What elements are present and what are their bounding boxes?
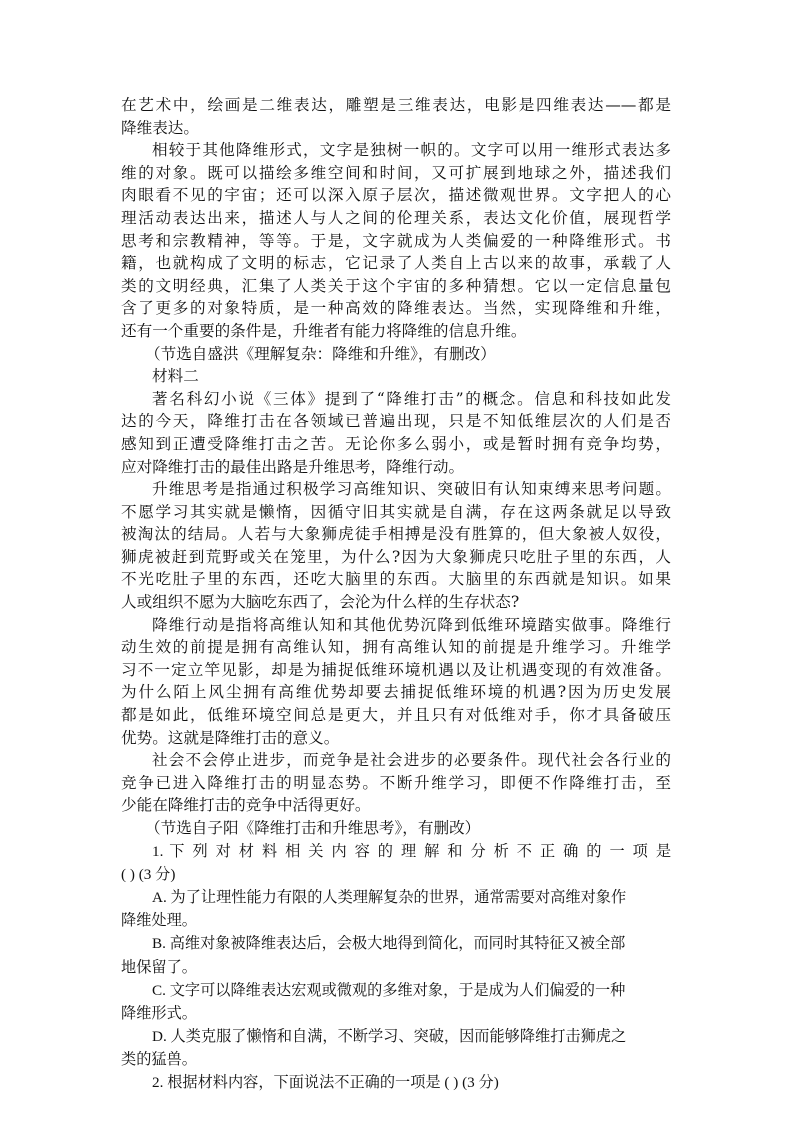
text-line: 相较于其他降维形式，文字是独树一帜的。文字可以用一维形式表达多 — [152, 141, 671, 160]
question-1-stem: 1. 下 列 对 材 料 相 关 内 容 的 理 解 和 分 析 不 正 确 的 一 项 是 — [152, 842, 671, 860]
option-d-line: 类的猛兽。 — [121, 1051, 197, 1069]
option-c-line: C. 文字可以降维表达宏观或微观的多维对象，于是成为人们偏爱的一种 — [152, 981, 626, 999]
option-c[interactable] — [121, 979, 671, 1025]
text-line: 不愿学习其实就是懒惰，因循守旧其实就是自满，存在这两条就足以导致 — [121, 502, 671, 521]
paragraph-downward-action — [121, 614, 671, 750]
paragraph-text-dimension — [121, 139, 671, 342]
text-line: 都是如此，低维环境空间总是更大，并且只有对低维对手，你才具备破压 — [121, 706, 671, 725]
text-line: 类的文明经典，汇集了人类关于这个宇宙的多种猜想。它以一定信息量包 — [121, 276, 671, 295]
exam-page — [121, 94, 671, 1095]
text-line: 社会不会停止进步，而竞争是社会进步的必要条件。现代社会各行业的 — [152, 751, 671, 770]
text-line: 狮虎被赶到荒野或关在笼里，为什么?因为大象狮虎只吃肚子里的东西，人 — [121, 547, 671, 566]
text-line: 维的对象。既可以描绘多维空间和时间，又可扩展到地球之外，描述我们 — [121, 163, 671, 182]
option-b-line: B. 高维对象被降维表达后，会极大地得到简化，而同时其特征又被全部 — [152, 935, 626, 953]
text-line: 动生效的前提是拥有高维认知，拥有高维认知的前提是升维学习。升维学 — [121, 638, 671, 657]
paragraph-art — [121, 94, 671, 139]
text-line: 著名科幻小说《三体》提到了“降维打击”的概念。信息和科技如此发 — [152, 389, 671, 408]
text-line: 还有一个重要的条件是，升维者有能力将降维的信息升维。 — [121, 321, 527, 340]
option-a-line: 降维处理。 — [121, 912, 197, 930]
paragraph-santi — [121, 388, 671, 478]
option-d-line: D. 人类克服了懒惰和自满，不断学习、突破，因而能够降维打击狮虎之 — [152, 1028, 627, 1046]
text-line: 思考和宗教精神，等等。于是，文字就成为人类偏爱的一种降维形式。书 — [121, 231, 671, 250]
question-2-stem[interactable]: 2. 根据材料内容，下面说法不正确的一项是 ( ) (3 分) — [152, 1074, 499, 1092]
text-line: 人或组织不愿为大脑吃东西了，会沦为什么样的生存状态? — [121, 593, 520, 612]
text-line: 优势。这就是降维打击的意义。 — [121, 728, 340, 747]
source-citation-two: （节选自子阳《降维打击和升维思考》，有删改） — [145, 819, 481, 837]
text-line: 为什么陌上风尘拥有高维优势却要去捕捉低维环境的机遇?因为历史发展 — [121, 683, 671, 702]
text-line: 应对降维打击的最佳出路是升维思考，降维行动。 — [121, 457, 465, 476]
text-line: 少能在降维打击的竞争中活得更好。 — [121, 796, 371, 815]
question-1 — [121, 840, 671, 1072]
text-line: 在艺术中，绘画是二维表达，雕塑是三维表达，电影是四维表达——都是 — [121, 96, 671, 114]
paragraph-society — [121, 749, 671, 817]
text-line: 不光吃肚子里的东西，还吃大脑里的东西。大脑里的东西就是知识。如果 — [121, 570, 671, 589]
text-line: 升维思考是指通过积极学习高维知识、突破旧有认知束缚来思考问题。 — [152, 480, 671, 499]
option-c-line: 降维形式。 — [121, 1004, 197, 1022]
text-line: 含了更多的对象特质，是一种高效的降维表达。当然，实现降维和升维， — [121, 299, 671, 318]
material-two-heading: 材料二 — [152, 367, 199, 386]
text-line: 理活动表达出来，描述人与人之间的伦理关系，表达文化价值，展现哲学 — [121, 208, 671, 227]
question-2 — [121, 1071, 671, 1094]
option-a-line: A. 为了让理性能力有限的人类理解复杂的世界，通常需要对高维对象作 — [152, 888, 627, 906]
text-line: 降维表达。 — [121, 118, 199, 137]
option-d[interactable] — [121, 1025, 671, 1071]
text-line: 习不一定立竿见影，却是为捕捉低维环境机遇以及让机遇变现的有效准备。 — [121, 660, 671, 679]
option-a[interactable] — [121, 886, 671, 932]
option-b-line: 地保留了。 — [121, 958, 197, 976]
text-line: 感知到正遭受降维打击之苦。无论你多么弱小，或是暂时拥有竞争均势， — [121, 434, 671, 453]
source-citation-one: （节选自盛洪《理解复杂：降维和升维》，有删改） — [145, 344, 496, 363]
text-line: 降维行动是指将高维认知和其他优势沉降到低维环境踏实做事。降维行 — [152, 615, 671, 634]
question-1-answer-blank[interactable]: ( ) (3 分) — [121, 865, 176, 883]
text-line: 肉眼看不见的宇宙；还可以深入原子层次，描述微观世界。文字把人的心 — [121, 186, 671, 205]
option-b[interactable] — [121, 932, 671, 978]
text-line: 竞争已进入降维打击的明显态势。不断升维学习，即便不作降维打击，至 — [121, 773, 671, 792]
text-line: 籍，也就构成了文明的标志，它记录了人类自上古以来的故事，承载了人 — [121, 254, 671, 273]
text-line: 达的今天，降维打击在各领域已普遍出现，只是不知低维层次的人们是否 — [121, 412, 671, 431]
paragraph-upward-thinking — [121, 478, 671, 614]
text-line: 被淘汰的结局。人若与大象狮虎徒手相搏是没有胜算的，但大象被人奴役， — [121, 525, 671, 544]
